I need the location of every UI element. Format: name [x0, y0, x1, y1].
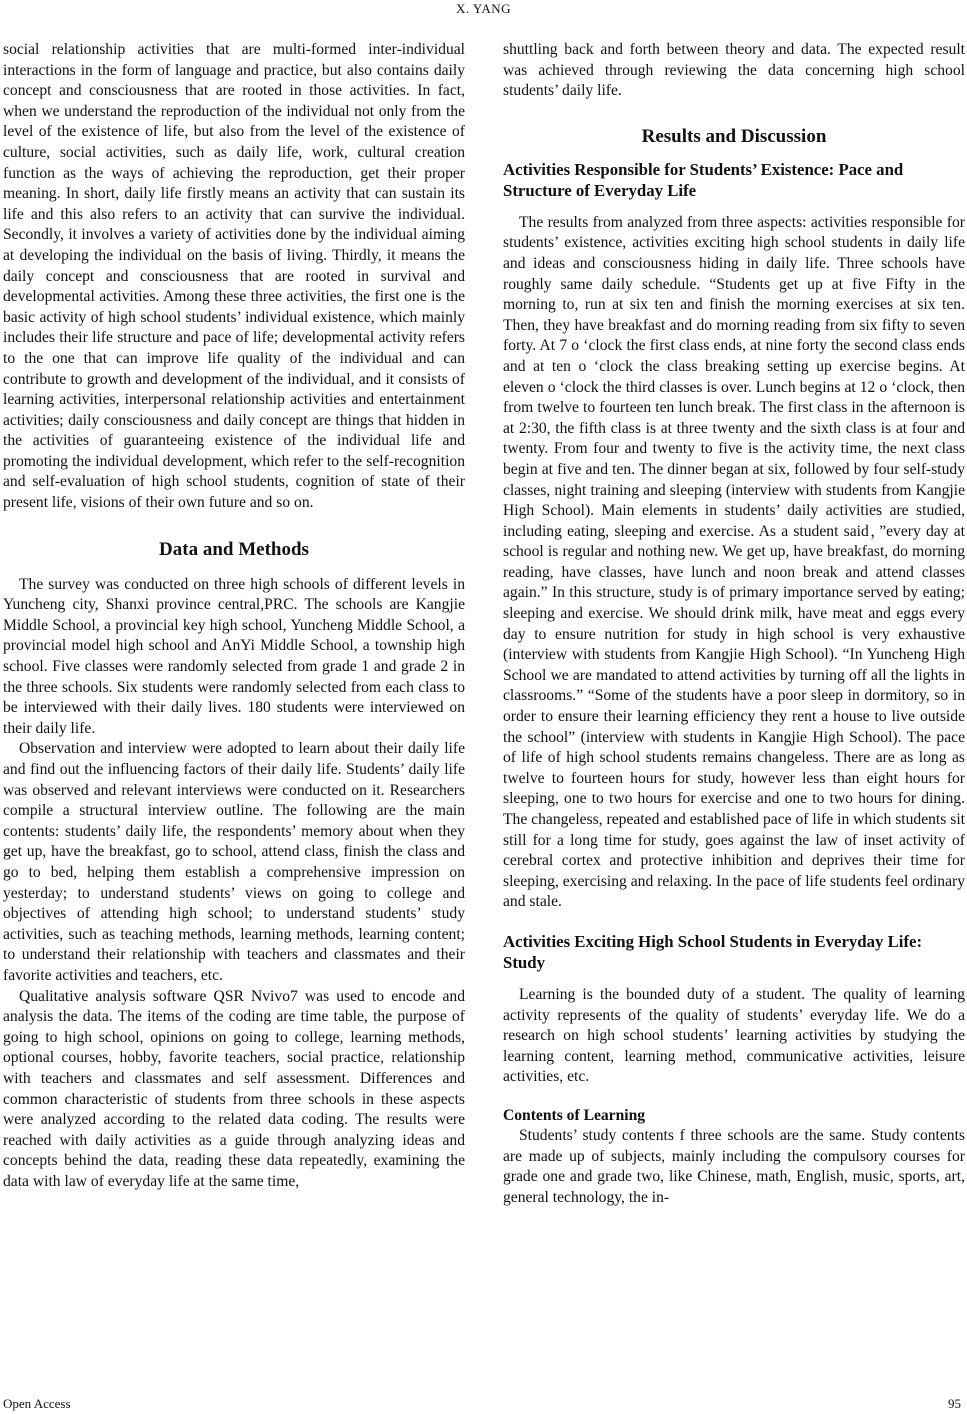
- qualitative-paragraph: Qualitative analysis software QSR Nvivo7 was used to encode and analysis the data. The items of the coding are time table, the purpose of going to high school, opinions on going to college, learning methods, optional courses, hobby, favorite teachers, social practice, relationship with teachers and classmates and self assessment. Differences and common characteristic of students from three schools in these aspects were analyzed according to the related data coding. The results were reached with daily activities as a guide through analyzing ideas and concepts behind the data, reading these data repeatedly, examining the data with law of everyday life at the same time,: [3, 987, 465, 1190]
- right-column: [503, 40, 965, 1208]
- section-heading-results: Results and Discussion: [641, 125, 827, 147]
- subsection-heading-study: Activities Exciting High School Students in Everyday Life: Study: [503, 931, 923, 972]
- contents-paragraph: Students’ study contents f three schools are the same. Study contents are made up of subjects, mainly including the compulsory courses for grade one and grade two, like Chinese, math, English, music, sports, art, general technology, the in-: [503, 1126, 965, 1206]
- footer-open-access: Open Access: [3, 1396, 71, 1411]
- page-number: 95: [948, 1396, 961, 1411]
- running-head: X. YANG: [455, 1, 512, 16]
- section-heading-data-methods: Data and Methods: [159, 538, 309, 560]
- learning-paragraph: Learning is the bounded duty of a student. The quality of learning activity represents of the quality of students’ everyday life. We do a research on high school students’ learning activities by studying the learning content, learning method, communicative activities, leisure activities, etc.: [503, 985, 965, 1086]
- results-paragraph: The results from analyzed from three aspects: activities responsible for students’ existence, activities exciting high school students in daily life and ideas and consciousness hiding in daily life. Three schools have roughly same daily schedule. “Students get up at five Fifty in the morning to, run at six ten and finish the morning exercises at six ten. Then, they have breakfast and do morning reading from six fifty to seven forty. At 7 o ‘clock the first class ends, at nine forty the second class ends and at ten o ‘clock the class breaking setting up exercise begins. At eleven o ‘clock the third classes is over. Lunch begins at 12 o ‘clock, then from twelve to fourteen ten lunch break. The first class in the afternoon is at 2:30, the fifth class is at three twenty and the sixth class is at four and twenty. From four and twenty to five is the activity time, the next class begin at five and ten. The dinner began at six, followed by four self-study classes, night training and sleeping (interview with students from Kangjie High School). Main elements in students’ daily activities are studied, including eating, sleeping and exercise. As a student said，”every day at school is regular and nothing new. We get up, have breakfast, do morning reading, have classes, have lunch and noon break and attend classes again.” In this structure, study is of primary importance served by eating; sleeping and exercise. We should drink milk, have meat and eggs every day to ensure nutrition for study in high school is very exhaustive (interview with students from Kangjie High School). “In Yuncheng High School we are mandated to attend activities by turning off all the lights in classrooms.” “Some of the students have a poor sleep in dormitory, so in order to ensure their learning efficiency they rent a house to live outside the school” (interview with students in Kangjie High School). The pace of life of high school students remains changeless. There are as long as twelve to fourteen hours for study, however less than eight hours for sleeping, one to two hours for exercise and one to two hours for dining. The changeless, repeated and established pace of life in which students sit still for a long time for study, goes against the law of inset activity of cerebral cortex and protective inhibition and deprives their time for sleeping, exercising and relaxing. In the pace of life students feel ordinary and stale.: [503, 213, 966, 911]
- subsubsection-heading-contents: Contents of Learning: [503, 1106, 646, 1124]
- subsection-heading-existence: Activities Responsible for Students’ Existence: Pace and Structure of Everyday Life: [503, 159, 904, 200]
- intro-paragraph: social relationship activities that are multi-formed inter-individual interactions in the form of language and practice, but also contains daily concept and consciousness that are rooted in those activities. In fact, when we understand the reproduction of the individual not only from the level of the existence of life, but also from the level of the existence of culture, social activities, such as daily life, work, cultural creation function as the ways of achieving the reproduction, get their proper meaning. In short, daily life firstly means an activity that can sustain its life and this also refers to an activity that can survive the individual. Secondly, it involves a variety of activities done by the individual aiming at developing the individual on the basis of living. Thirdly, it means the daily concept and consciousness that are rooted in survival and developmental activities. Among these three activities, the first one is the basic activity of high school students’ individual existence, which mainly includes their life structure and pace of life; developmental activity refers to the one that can improve life quality of the individual and can contribute to growth and development of the individual, and it consists of learning activities, interpersonal relationship activities and entertainment activities; daily consciousness and daily concept are things that hidden in the activities of guaranteeing existence of the individual life and promoting the individual development, which refer to the self-recognition and self-evaluation of high school students, cognition of state of their present life, visions of their own future and so on.: [3, 41, 465, 512]
- continued-paragraph: shuttling back and forth between theory and data. The expected result was achieved through reviewing the data concerning high school students’ daily life.: [503, 41, 965, 100]
- survey-paragraph: The survey was conducted on three high schools of different levels in Yuncheng city, Shanxi province central,PRC. The schools are Kangjie Middle School, a provincial key high school, Yuncheng Middle School, a provincial model high school and AnYi Middle School, a township high school. Five classes were randomly selected from grade 1 and grade 2 in the three schools. Six students were randomly selected from each class to be interviewed with their daily lives. 180 students were interviewed on their daily life.: [3, 575, 465, 737]
- observation-paragraph: Observation and interview were adopted to learn about their daily life and find out the influencing factors of their daily life. Students’ daily life was observed and relevant interviews were conducted on it. Researchers compile a structural interview outline. The following are the main contents: students’ daily life, the respondents’ memory about when they get up, have the breakfast, go to school, attend class, finish the class and go to bed, helping them establish a comprehensive impression on yesterday; to understand students’ views on going to college and objectives of attending high school; to understand students’ study activities, such as teaching methods, learning methods, learning content; to understand their relationship with teachers and classmates and their favorite activities and teachers, etc.: [3, 740, 465, 984]
- left-column: [3, 40, 465, 1192]
